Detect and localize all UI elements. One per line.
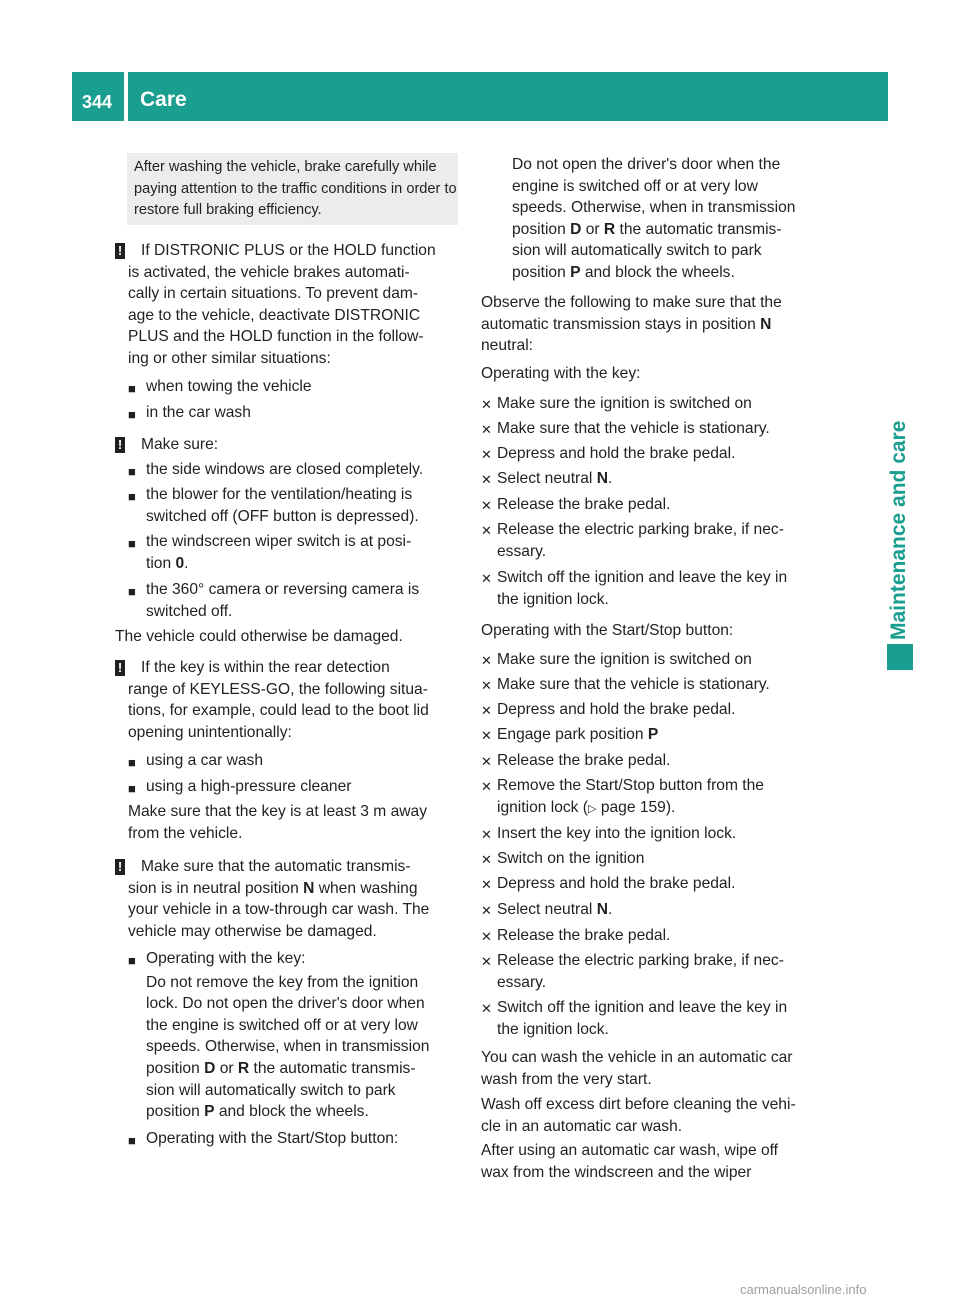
bullet-icon: ■ <box>128 755 136 770</box>
arrow-icon: ✕ <box>481 653 492 668</box>
warning-transmission: Make sure that the automatic transmis- sion is in neutral position N when washing your vehicle in a tow-through car wash. The vehicle may otherwise be damaged. <box>128 858 430 940</box>
step-item: ✕ Release the electric parking brake, if nec- essary. <box>481 521 784 560</box>
warning-outro: Make sure that the key is at least 3 m away from the vehicle. <box>128 803 428 842</box>
step-item: ✕ Make sure the ignition is switched on <box>481 393 752 415</box>
text-line: PLUS and the HOLD function in the follow- <box>128 328 424 346</box>
warning-icon: ! <box>115 243 125 259</box>
arrow-icon: ✕ <box>481 678 492 693</box>
text-line: is activated, the vehicle brakes automati- <box>128 263 410 281</box>
bullet-icon: ■ <box>128 536 136 551</box>
page-ref-icon: ▷ <box>588 802 597 815</box>
continued-text: Do not open the driver's door when the engine is switched off or at very low speeds. Otherwise, when in transmission position D or R the automatic transmis- sion will automatically switch to park position P and block the wheels. <box>512 156 796 281</box>
arrow-icon: ✕ <box>481 523 492 538</box>
text-line: ing or other similar situations: <box>128 349 331 367</box>
step-item: ✕ Release the electric parking brake, if nec- essary. <box>481 952 784 991</box>
arrow-icon: ✕ <box>481 397 492 412</box>
arrow-icon: ✕ <box>481 903 492 918</box>
step-item: ✕ Remove the Start/Stop button from the ignition lock (▷ page 159). <box>481 777 764 816</box>
note-text: After washing the vehicle, brake carefully while paying attention to the traffic conditions in order to restore full braking efficiency. <box>134 159 457 218</box>
arrow-icon: ✕ <box>481 422 492 437</box>
startstop-heading: Operating with the Start/Stop button: <box>481 622 734 639</box>
arrow-icon: ✕ <box>481 1001 492 1016</box>
arrow-icon: ✕ <box>481 877 492 892</box>
step-item: ✕ Make sure that the vehicle is stationary. <box>481 674 770 696</box>
wash-paragraph: Wash off excess dirt before cleaning the vehi- cle in an automatic car wash. <box>481 1096 796 1135</box>
step-item: ✕ Depress and hold the brake pedal. <box>481 873 735 895</box>
list-item: ■ the blower for the ventilation/heating is switched off (OFF button is depressed). <box>128 486 419 525</box>
step-item: ✕ Select neutral N. <box>481 899 612 921</box>
list-item: ■ in the car wash <box>128 402 251 424</box>
page-ref-link[interactable]: page 159). <box>596 798 676 816</box>
bullet-icon: ■ <box>128 1133 136 1148</box>
arrow-icon: ✕ <box>481 703 492 718</box>
wash-paragraph: After using an automatic car wash, wipe off wax from the windscreen and the wiper <box>481 1142 779 1181</box>
bullet-icon: ■ <box>128 953 136 968</box>
warning-icon: ! <box>115 660 125 676</box>
step-item: ✕ Release the brake pedal. <box>481 494 670 516</box>
step-item: ✕ Make sure the ignition is switched on <box>481 649 752 671</box>
arrow-icon: ✕ <box>481 498 492 513</box>
list-item: ■ Operating with the key: Do not remove the key from the ignition lock. Do not open the driver's door when the engine is switched off or at very low speeds. Otherwise, when in transmission position D or R the automatic transmis- sion will automatically switch to park position P and block the wheels. <box>128 950 430 1121</box>
arrow-icon: ✕ <box>481 472 492 487</box>
note-box <box>127 153 458 225</box>
step-item: ✕ Depress and hold the brake pedal. <box>481 443 735 465</box>
arrow-icon: ✕ <box>481 779 492 794</box>
arrow-icon: ✕ <box>481 827 492 842</box>
bullet-icon: ■ <box>128 781 136 796</box>
wash-paragraph: You can wash the vehicle in an automatic car wash from the very start. <box>481 1049 793 1088</box>
bullet-icon: ■ <box>128 584 136 599</box>
warning-keyless: If the key is within the rear detection range of KEYLESS-GO, the following situa- tions, for example, could lead to the boot lid opening unintentionally: <box>128 659 429 741</box>
step-item: ✕ Make sure that the vehicle is stationary. <box>481 418 770 440</box>
warning-make-sure: Make sure: <box>141 436 219 453</box>
arrow-icon: ✕ <box>481 728 492 743</box>
watermark: carmanualsonline.info <box>740 1282 867 1297</box>
arrow-icon: ✕ <box>481 929 492 944</box>
header-title-bar <box>128 72 888 121</box>
step-item: ✕ Select neutral N. <box>481 468 612 490</box>
step-item: ✕ Switch off the ignition and leave the key in the ignition lock. <box>481 999 788 1038</box>
step-item: ✕ Switch on the ignition <box>481 848 644 870</box>
key-heading: Operating with the key: <box>481 365 641 382</box>
bullet-icon: ■ <box>128 407 136 422</box>
step-item: ✕ Switch off the ignition and leave the key in the ignition lock. <box>481 569 788 608</box>
warning-distronic <box>115 240 460 370</box>
text-line: If DISTRONIC PLUS or the HOLD function <box>141 242 436 259</box>
step-item: ✕ Depress and hold the brake pedal. <box>481 699 735 721</box>
list-item: ■ the 360° camera or reversing camera is switched off. <box>128 581 420 620</box>
step-item: ✕ Release the brake pedal. <box>481 925 670 947</box>
sidebar-tab-marker <box>887 644 913 670</box>
step-item: ✕ Insert the key into the ignition lock. <box>481 823 736 845</box>
page-number: 344 <box>82 92 113 112</box>
bullet-icon: ■ <box>128 489 136 504</box>
warning-icon: ! <box>115 859 125 875</box>
text-line: cally in certain situations. To prevent dam- <box>128 285 419 303</box>
warning-outro: The vehicle could otherwise be damaged. <box>115 628 403 645</box>
list-item: ■ the side windows are closed completely. <box>128 459 460 481</box>
bullet-icon: ■ <box>128 381 136 396</box>
section-title: Care <box>140 88 187 111</box>
arrow-icon: ✕ <box>481 754 492 769</box>
arrow-icon: ✕ <box>481 447 492 462</box>
list-item: ■ Operating with the Start/Stop button: <box>128 1128 398 1150</box>
arrow-icon: ✕ <box>481 852 492 867</box>
step-item: ✕ Engage park position P <box>481 724 658 746</box>
list-item: ■ using a car wash <box>128 750 263 772</box>
bullet-icon: ■ <box>128 464 136 479</box>
text-line: age to the vehicle, deactivate DISTRONIC <box>128 306 421 324</box>
arrow-icon: ✕ <box>481 954 492 969</box>
arrow-icon: ✕ <box>481 571 492 586</box>
warning-icon: ! <box>115 437 125 453</box>
list-item: ■ the windscreen wiper switch is at posi- tion 0. <box>128 533 412 572</box>
list-item: ■ when towing the vehicle <box>128 376 312 398</box>
list-item: ■ using a high-pressure cleaner <box>128 776 351 798</box>
observe-paragraph: Observe the following to make sure that the automatic transmission stays in position N neutral: <box>481 294 782 355</box>
step-item: ✕ Release the brake pedal. <box>481 750 670 772</box>
